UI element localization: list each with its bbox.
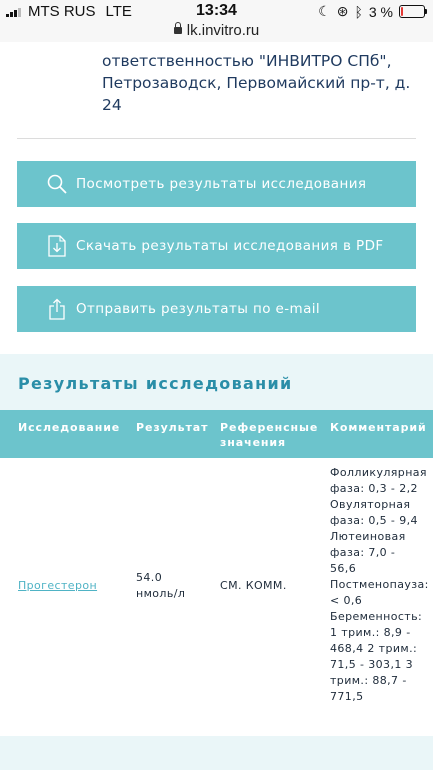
download-pdf-button[interactable]	[17, 223, 416, 269]
search-icon	[46, 172, 68, 196]
view-results-button[interactable]	[17, 161, 416, 207]
result-value: 54.0 нмоль/л	[136, 571, 186, 600]
email-results-label: Отправить результаты по e-mail	[76, 301, 321, 317]
test-name-link[interactable]: Прогестерон	[18, 579, 98, 592]
results-table-header	[0, 410, 433, 458]
moon-icon: ☾	[318, 3, 331, 19]
clock: 13:34	[196, 2, 237, 19]
lab-address: ответственностью "ИНВИТРО СПб", Петрозаводск, Первомайский пр-т, д. 24	[102, 52, 411, 114]
status-bar	[0, 0, 433, 22]
divider	[17, 138, 416, 139]
reference-value: СМ. КОММ.	[220, 579, 287, 592]
lock-icon	[174, 27, 182, 34]
bluetooth-icon: ᛒ	[354, 3, 363, 20]
network-type: LTE	[105, 3, 132, 20]
rotation-lock-icon: ⊛	[336, 3, 349, 19]
battery-icon	[399, 5, 425, 18]
view-results-label: Посмотреть результаты исследования	[76, 176, 367, 192]
email-results-button[interactable]	[17, 286, 416, 332]
carrier-name: MTS RUS	[28, 3, 96, 20]
column-header-comment: Комментарий	[330, 421, 427, 434]
column-header-result: Результат	[136, 421, 209, 434]
address-bar[interactable]	[0, 22, 433, 42]
table-row	[0, 458, 433, 736]
url-domain: lk.invitro.ru	[186, 22, 260, 39]
column-header-reference: Референсные значения	[220, 421, 319, 449]
download-icon	[46, 234, 68, 258]
battery-percent: 3 %	[368, 3, 393, 20]
share-icon	[46, 297, 68, 321]
comment-text: Фолликулярная фаза: 0,3 - 2,2 Овуляторная фаза: 0,5 - 9,4 Лютеиновая фаза: 7,0 - 56,6 Постменопауза: < 0,6 Беременность: 1 трим.: 8,9 - 468,4 2 трим.: 71,5 - 303,1 3 трим.: 88,7 - 771,5	[330, 466, 429, 703]
download-pdf-label: Скачать результаты исследования в PDF	[76, 238, 384, 254]
results-title: Результаты исследований	[18, 374, 293, 393]
column-header-test: Исследование	[18, 421, 121, 434]
